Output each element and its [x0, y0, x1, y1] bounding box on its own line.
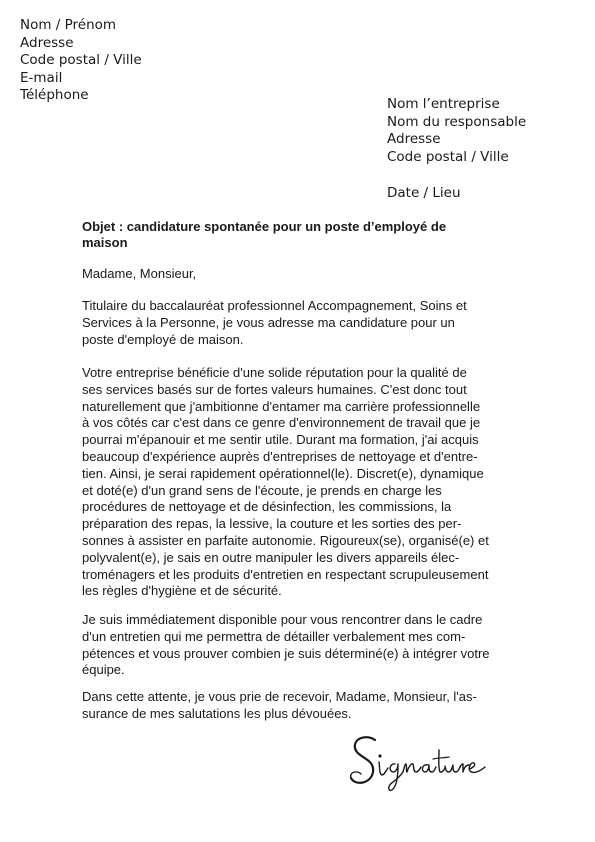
sender-name: Nom / Prénom	[20, 17, 117, 33]
sender-address: Adresse	[20, 34, 74, 51]
paragraph-line: équipe.	[82, 662, 125, 678]
paragraph-line: ses services basés sur de fortes valeurs humaines. C'est donc tout	[82, 381, 467, 397]
paragraph-line: naturellement que j'ambitionne d'entamer ma carrière professionnelle	[82, 398, 481, 414]
paragraph-line: beaucoup d'expérience auprès d'entreprises de nettoyage et d'entre-	[82, 448, 478, 464]
paragraph-availability	[82, 612, 512, 679]
paragraph-line: tien. Ainsi, je serai rapidement opérationnel(le). Discret(e), dynamique	[82, 465, 484, 481]
paragraph-line: poste d'employé de maison.	[82, 331, 244, 347]
paragraph-line: préparation des repas, la lessive, la couture et les sorties des per-	[82, 516, 462, 532]
recipient-block	[387, 96, 526, 166]
recipient-manager: Nom du responsable	[387, 113, 527, 130]
paragraph-intro	[82, 298, 512, 348]
paragraph-line: surance de mes salutations les plus dévouées.	[82, 705, 352, 721]
paragraph-line: procédures de nettoyage et de désinfection, les commissions, la	[82, 499, 452, 515]
subject-line	[82, 219, 482, 251]
paragraph-line: polyvalent(e), je sais en outre manipuler les divers appareils élec-	[82, 549, 460, 565]
date-place: Date / Lieu	[387, 185, 461, 201]
recipient-postal-city: Code postal / Ville	[387, 148, 509, 165]
sender-block	[20, 17, 142, 105]
sender-postal-city: Code postal / Ville	[20, 52, 142, 69]
paragraph-line: les règles d'hygiène et de sécurité.	[82, 583, 282, 599]
sender-phone: Téléphone	[20, 87, 89, 104]
paragraph-line: sonnes à assister en parfaite autonomie. Rigoureux(se), organisé(e) et	[82, 532, 489, 548]
signature	[345, 728, 490, 803]
sender-email: E-mail	[20, 69, 63, 86]
paragraph-line: à vos côtés car c'est dans ce genre d'environnement de travail que je	[82, 415, 481, 431]
paragraph-line: d'un entretien qui me permettra de détailler verbalement mes com-	[82, 628, 466, 644]
paragraph-line: Je suis immédiatement disponible pour vous rencontrer dans le cadre	[82, 612, 483, 627]
subject-line-1: Objet : candidature spontanée pour un poste d’employé de	[82, 219, 447, 234]
paragraph-line: pétences et vous prouver combien je suis déterminé(e) à intégrer votre	[82, 645, 490, 661]
paragraph-line: Votre entreprise bénéficie d'une solide réputation pour la qualité de	[82, 365, 467, 380]
paragraph-line: pourrai m'épanouir et me sentir utile. Durant ma formation, j'ai acquis	[82, 432, 479, 448]
recipient-company: Nom l’entreprise	[387, 96, 500, 112]
paragraph-experience	[82, 365, 512, 600]
greeting-text: Madame, Monsieur,	[82, 266, 197, 281]
paragraph-line: Titulaire du baccalauréat professionnel Accompagnement, Soins et	[82, 298, 467, 313]
greeting	[82, 266, 512, 283]
subject-line-2: maison	[82, 235, 128, 250]
paragraph-closing	[82, 689, 512, 723]
paragraph-line: et doté(e) d'un grand sens de l'écoute, je prends en charge les	[82, 482, 442, 498]
recipient-address: Adresse	[387, 131, 441, 148]
paragraph-line: Services à la Personne, je vous adresse ma candidature pour un	[82, 314, 455, 330]
paragraph-line: Dans cette attente, je vous prie de recevoir, Madame, Monsieur, l'as-	[82, 689, 477, 704]
paragraph-line: troménagers et les produits d'entretien en respectant scrupuleusement	[82, 566, 489, 582]
